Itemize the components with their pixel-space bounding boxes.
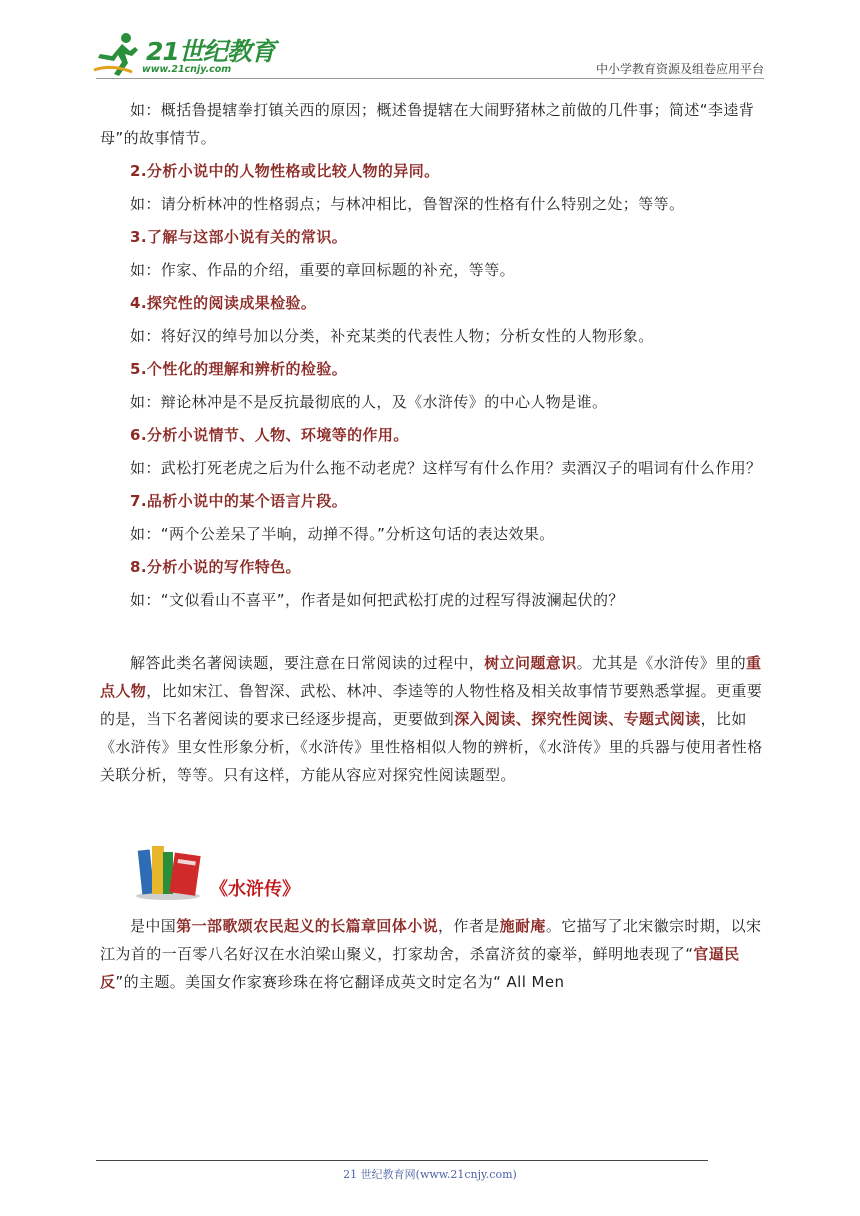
book-text: 是中国 (130, 917, 177, 935)
books-icon (134, 842, 204, 902)
example-text: 如：将好汉的绰号加以分类，补充某类的代表性人物；分析女性的人物形象。 (130, 327, 654, 345)
book-intro-paragraph (100, 912, 765, 996)
advice-text: ，比如宋江、鲁智深、武松、林冲、李逵等的人物性格及相关故事情节要熟悉掌握。更重要的是，当下名著阅读的要求已经逐步提高，更要做到 (100, 682, 763, 728)
running-man-logo-icon (92, 30, 144, 78)
book-heading (100, 852, 765, 912)
question-type-heading: 8.分析小说的写作特色。 (130, 558, 301, 576)
book-highlight: 施耐庵 (499, 917, 546, 935)
question-type-heading: 6.分析小说情节、人物、环境等的作用。 (130, 426, 409, 444)
book-highlight: 官逼民反 (100, 945, 740, 991)
main-content (100, 96, 765, 1001)
question-type-heading: 5.个性化的理解和辨析的检验。 (130, 360, 348, 378)
book-title: 《水浒传》 (210, 879, 300, 900)
question-type-heading: 4.探究性的阅读成果检验。 (130, 294, 317, 312)
header-divider (96, 78, 764, 79)
platform-name: 中小学教育资源及组卷应用平台 (595, 62, 764, 76)
site-logo[interactable] (92, 30, 275, 80)
example-text: 如：作家、作品的介绍，重要的章回标题的补充，等等。 (130, 261, 516, 279)
example-text: 如：“两个公差呆了半晌，动掸不得。”分析这句话的表达效果。 (130, 525, 555, 543)
question-type-heading: 2.分析小说中的人物性格或比较人物的异同。 (130, 162, 440, 180)
footer-text: 21 世纪教育网(www.21cnjy.com) (343, 1168, 517, 1181)
advice-paragraph (100, 649, 765, 789)
example-text: 如：请分析林冲的性格弱点；与林冲相比，鲁智深的性格有什么特别之处；等等。 (130, 195, 685, 213)
advice-text: 解答此类名著阅读题，要注意在日常阅读的过程中， (130, 654, 485, 672)
page-header (0, 0, 860, 85)
advice-highlight: 深入阅读、探究性阅读、专题式阅读 (454, 710, 701, 728)
advice-text: ，比如《水浒传》里女性形象分析，《水浒传》里性格相似人物的辨析，《水浒传》里的兵器与使用者性格关联分析，等等。只有这样，方能从容应对探究性阅读题型。 (100, 710, 763, 784)
book-highlight: 第一部歌颂农民起义的长篇章回体小说 (176, 917, 439, 935)
book-text: ”的主题。美国女作家赛珍珠在将它翻译成英文时定名为“ All Men (115, 973, 565, 991)
example-text: 如：辩论林冲是不是反抗最彻底的人，及《水浒传》的中心人物是谁。 (130, 393, 608, 411)
example-text: 如：“文似看山不喜平”，作者是如何把武松打虎的过程写得波澜起伏的？ (130, 591, 624, 609)
question-types-list (100, 96, 765, 614)
book-text: ，作者是 (438, 917, 500, 935)
example-text: 如：武松打死老虎之后为什么拖不动老虎？这样写有什么作用？卖酒汉子的唱词有什么作用？ (130, 459, 762, 477)
book-text: 。它描写了北宋徽宗时期，以宋江为首的一百零八名好汉在水泊梁山聚义，打家劫舍，杀富济贫的豪举，鲜明地表现了“ (100, 917, 762, 963)
footer-divider (96, 1160, 708, 1161)
advice-highlight: 重点人物 (100, 654, 762, 700)
logo-url: www.21cnjy.com (142, 64, 232, 75)
logo-text: 21世纪教育 (146, 37, 275, 66)
question-type-heading: 3.了解与这部小说有关的常识。 (130, 228, 348, 246)
spacer (100, 619, 765, 649)
advice-text: 。尤其是《水浒传》里的 (576, 654, 747, 672)
example-text: 如：概括鲁提辖拳打镇关西的原因；概述鲁提辖在大闹野猪林之前做的几件事；简述“李逵背母”的故事情节。 (100, 101, 755, 147)
advice-highlight: 树立问题意识 (484, 654, 577, 672)
question-type-heading: 7.品析小说中的某个语言片段。 (130, 492, 348, 510)
